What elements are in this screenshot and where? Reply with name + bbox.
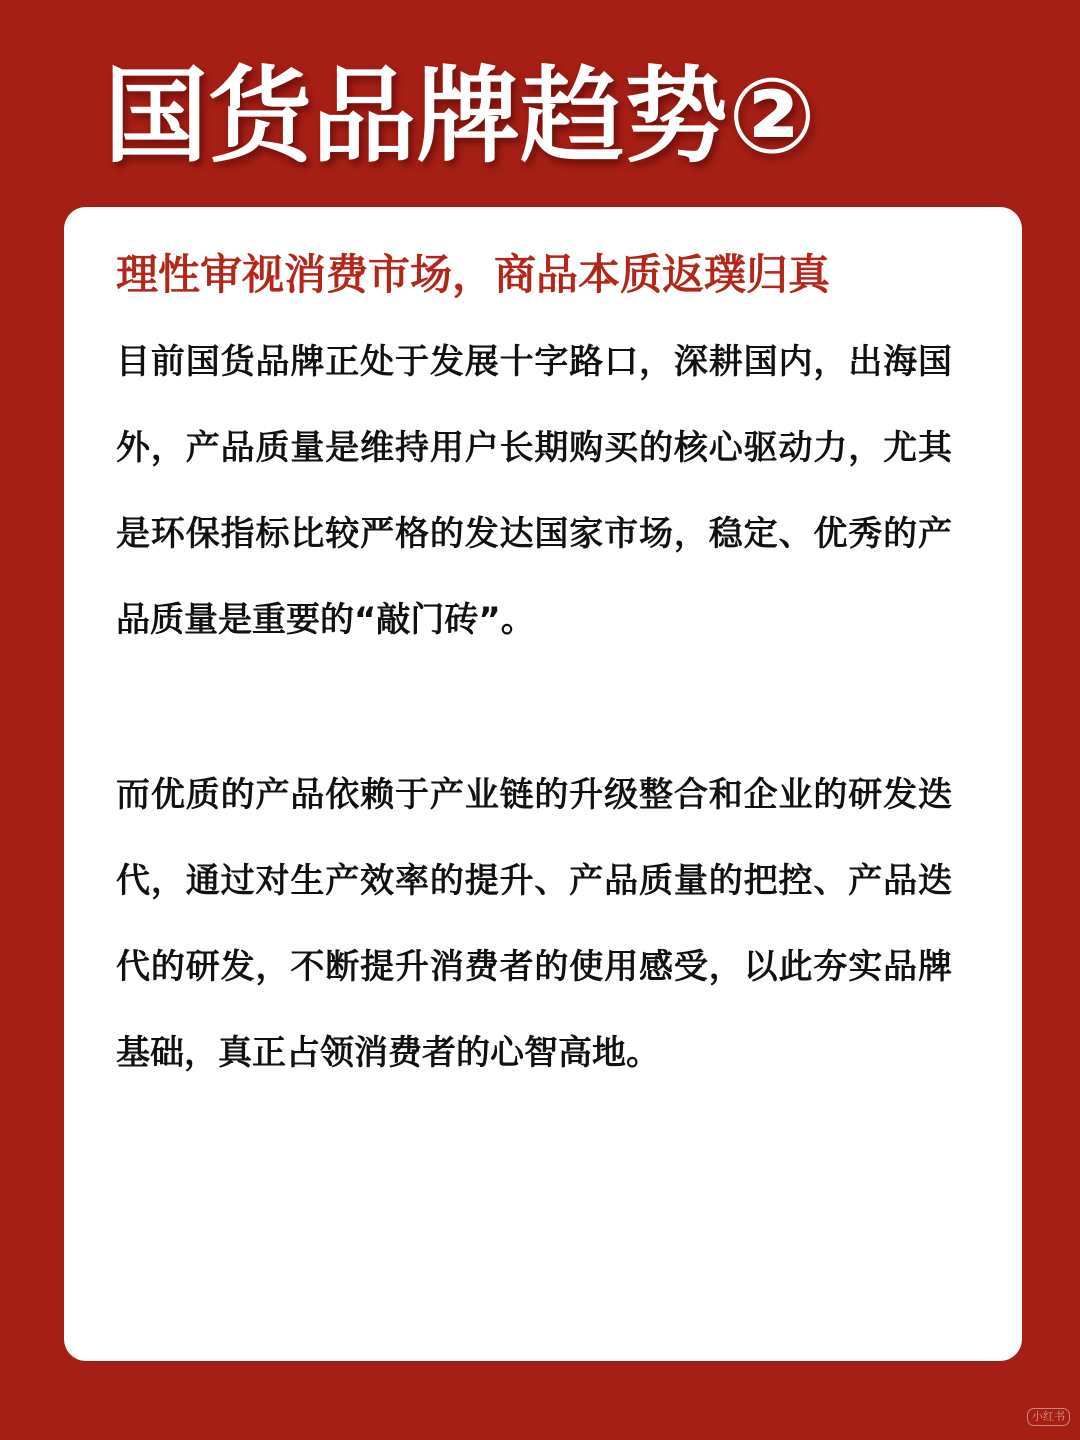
content-card	[64, 207, 1022, 1361]
watermark-logo: 小红书	[1027, 1408, 1070, 1426]
paragraph-2: 而优质的产品依赖于产业链的升级整合和企业的研发迭代，通过对生产效率的提升、产品质量的把控、产品迭代的研发，不断提升消费者的使用感受，以此夯实品牌基础，真正占领消费者的心智高地。	[116, 775, 952, 1073]
page-title: 国货品牌趋势②	[104, 55, 817, 177]
paragraph-1: 目前国货品牌正处于发展十字路口，深耕国内，出海国外，产品质量是维持用户长期购买的核心驱动力，尤其是环保指标比较严格的发达国家市场，稳定、优秀的产品质量是重要的“敲门砖”。	[116, 342, 952, 640]
card-heading: 理性审视消费市场，商品本质返璞归真	[116, 250, 831, 299]
